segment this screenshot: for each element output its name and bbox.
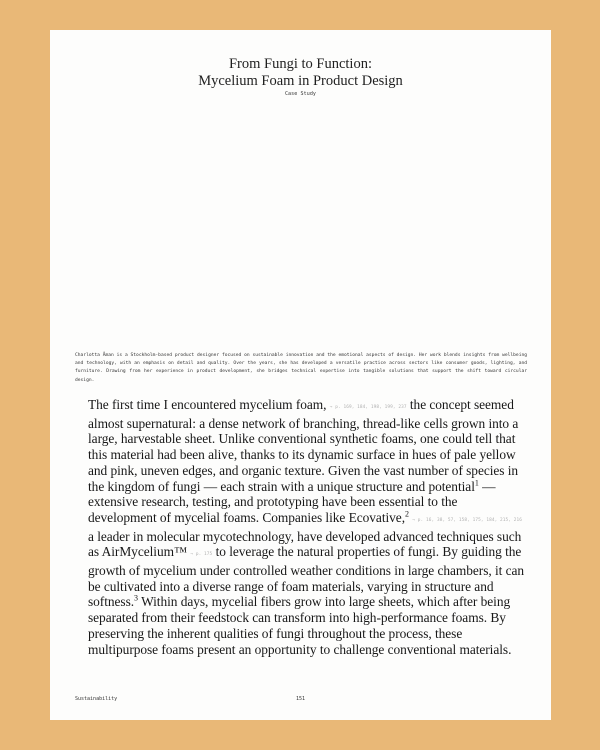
subtitle: Case Study [284, 91, 317, 97]
title-line-1: From Fungi to Function: [228, 56, 372, 72]
title-line-2: Mycelium Foam in Product Design [198, 73, 403, 89]
page-reference-1: → p. 169, 184, 198, 199, 237 [329, 405, 407, 410]
page-title [50, 56, 551, 90]
footer-section-label: Sustainability [75, 696, 118, 702]
footnote-marker-2: 2 [405, 509, 409, 519]
body-text-4: a leader in molecular mycotechnology, have developed advanced techniques such as AirMycelium™ [88, 528, 522, 560]
page-number: 151 [295, 696, 306, 702]
footnote-marker-1: 1 [474, 478, 479, 488]
body-text-5: to leverage the natural properties of fungi. By guiding the growth of mycelium under controlled weather conditions in large chambers, it can be cultivated into a diverse range of foam materials, varying in structure and softness. [88, 544, 525, 610]
body-text-2: the concept seemed almost supernatural: a dense network of branching, thread-like cells grown into a large, harvestable sheet. Unlike conventional synthetic foams, one could tell that this material had been alive, thanks to its dynamic surface in hues of pale yellow and pink, uneven edges, and organic texture. Given the vast number of species in the kingdom of fungi — each strain with a unique structure and potential [88, 397, 519, 494]
body-text-3: — extensive research, testing, and prototyping have been essential to the development of mycelial foams. Companies like Ecovative, [88, 478, 496, 525]
page-reference-2: → p. 16, 38, 57, 158, 175, 184, 215, 216 [412, 517, 523, 523]
document-page [50, 30, 551, 720]
author-bio: Charlotta Åman is a Stockholm-based product designer focused on sustainable innovation and the emotional aspects of design. Her work blends insights from wellbeing and technology, with an emphasis on detail and quality. Over the years, she has developed a versatile practice across sectors like consumer goods, lighting, and furniture. Drawing from her experience in product development, she bridges technical expertise into tangible solutions that support the shift toward circular design. [75, 353, 527, 383]
footnote-marker-3: 3 [134, 593, 138, 603]
body-paragraph [88, 397, 528, 657]
body-text-1: The first time I encountered mycelium foam, [88, 397, 327, 412]
page-reference-3: → p. 175 [190, 552, 213, 558]
body-text-6: Within days, mycelial fibers grow into large sheets, which after being separated from their feedstock can transform into high-performance foams. By preserving the inherent qualities of fungi throughout the process, these multipurpose foams present an opportunity to challenge conventional materials. [88, 594, 512, 657]
